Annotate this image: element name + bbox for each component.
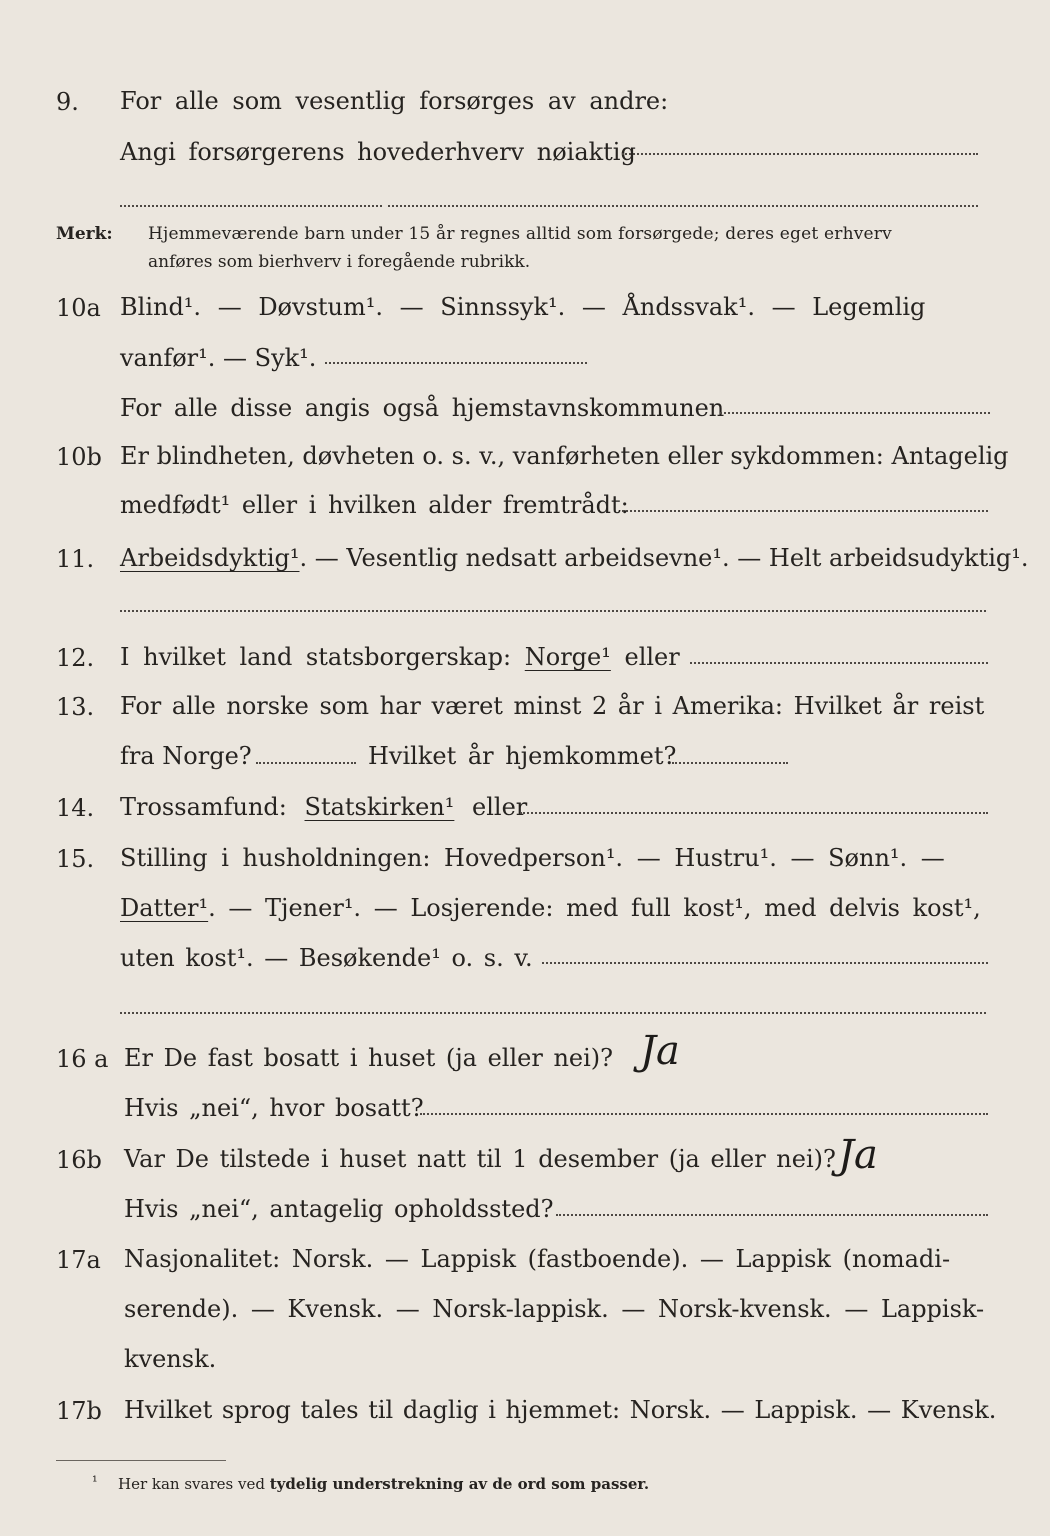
q11-line — [120, 543, 1029, 573]
q15-underlined-answer: Datter¹ — [120, 894, 209, 922]
q14-eller: eller — [472, 793, 528, 821]
question-number-9: 9. — [56, 88, 79, 116]
q17a-line1: Nasjonalitet: Norsk. — Lappisk (fastboende). — Lappisk (nomadi- — [124, 1245, 951, 1273]
footnote-mark: ¹ — [92, 1474, 98, 1490]
q14-line — [120, 792, 527, 822]
q17a-line2: serende). — Kvensk. — Norsk-lappisk. — Norsk-kvensk. — Lappisk- — [124, 1295, 985, 1323]
question-number-12: 12. — [56, 644, 95, 672]
q15-line3: uten kost¹. — Besøkende¹ o. s. v. — [120, 944, 533, 972]
q12-eller: eller — [624, 643, 680, 671]
q16a-line2: Hvis „nei“, hvor bosatt? — [124, 1094, 424, 1122]
question-number-16b: 16b — [56, 1146, 102, 1174]
q15-answer-line — [542, 962, 988, 964]
q9-answer-line — [622, 153, 978, 155]
footnote-text-regular: Her kan svares ved — [118, 1475, 265, 1493]
q11-rest: . — Vesentlig nedsatt arbeidsevne¹. — Helt arbeidsudyktig¹. — [299, 544, 1029, 572]
question-number-14: 14. — [56, 794, 95, 822]
q10b-line1: Er blindheten, døvheten o. s. v., vanførheten eller sykdommen: Antagelig — [120, 442, 1009, 470]
q11-answer-line — [120, 610, 986, 612]
q9-answer-line-2a — [120, 205, 382, 207]
q10b-answer-line — [622, 510, 988, 512]
question-number-10b: 10b — [56, 443, 102, 471]
question-number-10a: 10a — [56, 294, 101, 322]
q10b-line2: medfødt¹ eller i hvilken alder fremtrådt: — [120, 491, 629, 519]
q16a-answer-line — [420, 1113, 988, 1115]
merk-label: Merk: — [56, 224, 113, 244]
q16a-handwritten-answer: Ja — [640, 1028, 680, 1074]
q16a-line1: Er De fast bosatt i huset (ja eller nei)? — [124, 1044, 614, 1072]
q13-line2b: Hvilket år hjemkommet? — [368, 742, 677, 770]
q10a-line3: For alle disse angis også hjemstavnskommunen — [120, 394, 725, 422]
q13-line1: For alle norske som har været minst 2 år i Amerika: Hvilket år reist — [120, 692, 985, 720]
q12-answer-line — [690, 662, 988, 664]
question-number-11: 11. — [56, 545, 95, 573]
question-number-16a: 16 a — [56, 1045, 109, 1073]
q15-line2 — [120, 893, 981, 923]
q12-question: I hvilket land statsborgerskap: — [120, 643, 512, 671]
question-number-13: 13. — [56, 693, 95, 721]
q16b-line1: Var De tilstede i huset natt til 1 desember (ja eller nei)? — [124, 1145, 836, 1173]
q16b-handwritten-answer: Ja — [838, 1132, 878, 1178]
q10a-line2: vanfør¹. — Syk¹. — [120, 344, 317, 372]
q14-question: Trossamfund: — [120, 793, 287, 821]
q16b-line2: Hvis „nei“, antagelig opholdssted? — [124, 1195, 554, 1223]
q10a-answer-line — [325, 362, 587, 364]
q16b-answer-line — [556, 1214, 988, 1216]
q10a-hjemstavn-line — [720, 412, 990, 414]
q9-line1: For alle som vesentlig forsørges av andre: — [120, 87, 669, 115]
q10a-line1: Blind¹. — Døvstum¹. — Sinnssyk¹. — Åndssvak¹. — Legemlig — [120, 293, 926, 321]
footnote-text — [118, 1472, 649, 1496]
footnote-text-bold: tydelig understrekning av de ord som passer. — [269, 1475, 650, 1493]
q12-underlined-answer: Norge¹ — [524, 643, 611, 671]
q13-hjemkommet-line — [672, 762, 788, 764]
q15-line1: Stilling i husholdningen: Hovedperson¹. — Hustru¹. — Sønn¹. — — [120, 844, 945, 872]
q11-underlined-answer: Arbeidsdyktig¹ — [120, 544, 300, 572]
question-number-15: 15. — [56, 845, 95, 873]
q9-answer-line-2b — [388, 205, 978, 207]
footnote-separator — [56, 1460, 226, 1461]
q13-reist-line — [256, 762, 356, 764]
q12-line — [120, 642, 680, 672]
question-number-17b: 17b — [56, 1397, 102, 1425]
q9-line2: Angi forsørgerens hovederhverv nøiaktig — [120, 138, 636, 166]
q17b-line1: Hvilket sprog tales til daglig i hjemmet: Norsk. — Lappisk. — Kvensk. — [124, 1396, 997, 1424]
q14-underlined-answer: Statskirken¹ — [304, 793, 455, 821]
merk-line1: Hjemmeværende barn under 15 år regnes alltid som forsørgede; deres eget erhverv — [148, 224, 892, 244]
q15-line2-rest: . — Tjener¹. — Losjerende: med full kost¹, med delvis kost¹, — [208, 894, 981, 922]
merk-line2: anføres som bierhverv i foregående rubrikk. — [148, 252, 531, 272]
q15-answer-line-2 — [120, 1012, 986, 1014]
q13-line2a: fra Norge? — [120, 742, 252, 770]
question-number-17a: 17a — [56, 1246, 101, 1274]
q14-answer-line — [520, 812, 988, 814]
q17a-line3: kvensk. — [124, 1345, 217, 1373]
